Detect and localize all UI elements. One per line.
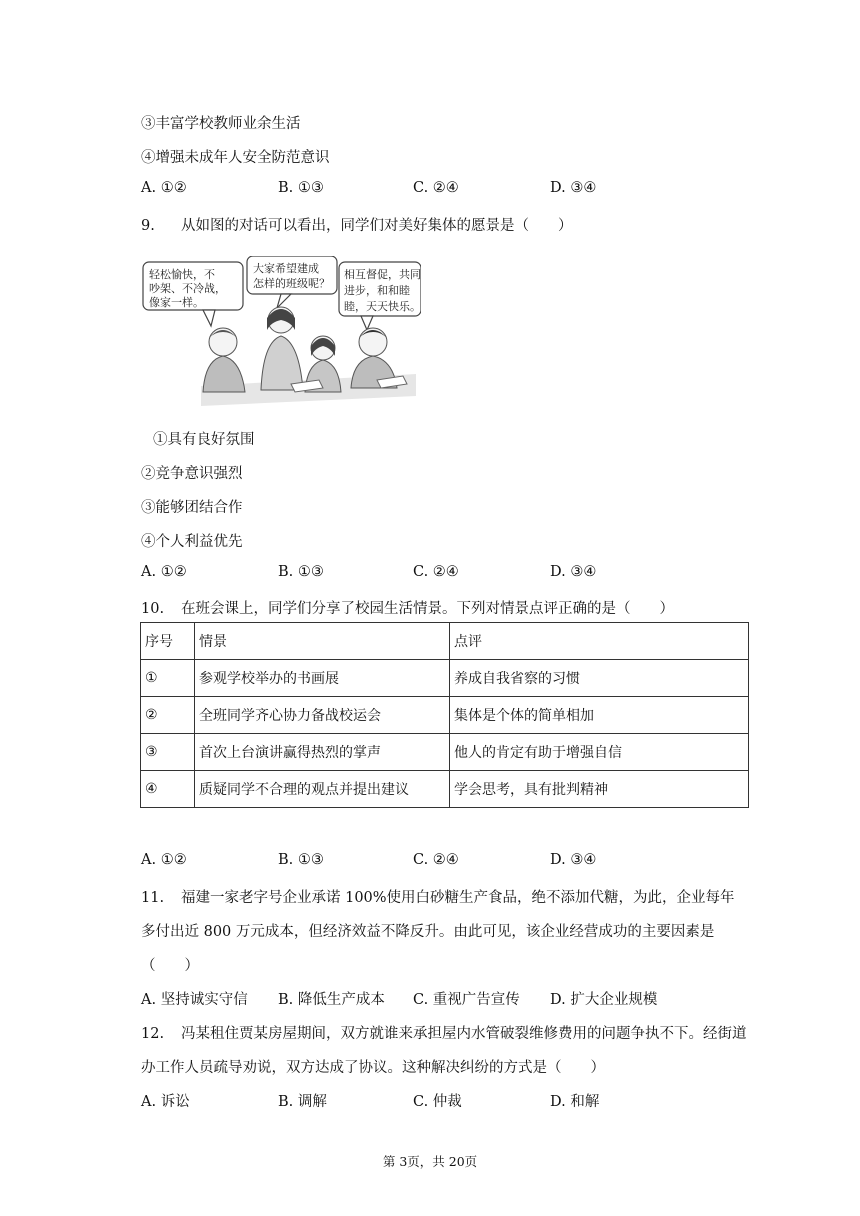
q12-line-2: 办工作人员疏导劝说，双方达成了协议。这种解决纠纷的方式是（ ） — [141, 1060, 605, 1076]
student-girl-standing — [261, 307, 303, 390]
q12-number: 12. — [141, 1026, 165, 1042]
q12-stem-line-1 — [141, 1022, 747, 1043]
speech-bubble-right — [339, 262, 421, 330]
q9-stem-text: 从如图的对话可以看出，同学们对美好集体的愿景是（ ） — [181, 218, 573, 234]
table-cell: ① — [141, 660, 195, 697]
bubble-right-line-3: 睦，天天快乐。 — [344, 300, 421, 313]
q11-choice-a: A. 坚持诚实守信 — [141, 992, 248, 1008]
q12-choice-b: B. 调解 — [278, 1094, 327, 1110]
table-header: 序号 — [141, 623, 195, 660]
bubble-left-line-1: 轻松愉快，不 — [149, 268, 215, 281]
q11-line-3: （ ） — [141, 958, 199, 974]
q9-item-1: ①具有良好氛围 — [153, 432, 255, 448]
q10-choice-a: A. ①② — [141, 852, 187, 868]
table-cell: 学会思考，具有批判精神 — [450, 771, 749, 808]
q9-item-4: ④个人利益优先 — [141, 534, 243, 550]
speech-bubble-left — [143, 262, 243, 326]
table-cell: 他人的肯定有助于增强自信 — [450, 734, 749, 771]
table-row — [141, 771, 749, 808]
class-dialogue-illustration — [141, 256, 421, 408]
table-row — [141, 660, 749, 697]
q9-choice-d: D. ③④ — [550, 564, 597, 580]
bubble-middle-line-2: 怎样的班级呢？ — [253, 277, 330, 290]
table-cell: 参观学校举办的书画展 — [195, 660, 450, 697]
q9-stem — [141, 214, 573, 235]
q12-line-1: 冯某租住贾某房屋期间，双方就谁来承担屋内水管破裂维修费用的问题争执不下。经街道 — [181, 1026, 747, 1042]
q11-choice-b: B. 降低生产成本 — [278, 992, 385, 1008]
table-cell: 集体是个体的简单相加 — [450, 697, 749, 734]
q11-line-2: 多付出近 800 万元成本，但经济效益不降反升。由此可见，该企业经营成功的主要因素是 — [141, 924, 715, 940]
q8-choice-b: B. ①③ — [278, 180, 324, 196]
q9-choice-c: C. ②④ — [413, 564, 459, 580]
q9-number: 9. — [141, 218, 155, 234]
table-cell: 首次上台演讲赢得热烈的掌声 — [195, 734, 450, 771]
q11-choice-d: D. 扩大企业规模 — [550, 992, 658, 1008]
table-cell: 全班同学齐心协力备战校运会 — [195, 697, 450, 734]
q9-item-2: ②竞争意识强烈 — [141, 466, 243, 482]
table-cell: ③ — [141, 734, 195, 771]
q8-option-4: ④增强未成年人安全防范意识 — [141, 150, 330, 166]
table-cell: 质疑同学不合理的观点并提出建议 — [195, 771, 450, 808]
student-boy-left — [203, 328, 245, 392]
bubble-left-line-2: 吵架、不冷战， — [149, 282, 226, 295]
table-header-row — [141, 623, 749, 660]
q10-choice-b: B. ①③ — [278, 852, 324, 868]
q11-choice-c: C. 重视广告宣传 — [413, 992, 520, 1008]
q10-choice-c: C. ②④ — [413, 852, 459, 868]
q12-choice-d: D. 和解 — [550, 1094, 600, 1110]
q9-item-3: ③能够团结合作 — [141, 500, 243, 516]
q11-stem-line-1 — [141, 886, 735, 907]
bubble-left-line-3: 像家一样。 — [149, 296, 204, 309]
bubble-right-line-2: 进步，和和睦 — [344, 284, 410, 297]
table-row — [141, 697, 749, 734]
q8-choice-a: A. ①② — [141, 180, 187, 196]
page-footer: 第 3页，共 20页 — [382, 1154, 478, 1169]
q12-choice-a: A. 诉讼 — [141, 1094, 190, 1110]
table-cell: ② — [141, 697, 195, 734]
q8-choice-d: D. ③④ — [550, 180, 597, 196]
bubble-middle-line-1: 大家希望建成 — [253, 262, 319, 275]
q9-choice-a: A. ①② — [141, 564, 187, 580]
bubble-right-line-1: 相互督促，共同 — [344, 268, 421, 281]
q11-number: 11. — [141, 890, 165, 906]
speech-bubble-middle — [247, 256, 337, 308]
table-header: 点评 — [450, 623, 749, 660]
table-header: 情景 — [195, 623, 450, 660]
table-cell: ④ — [141, 771, 195, 808]
q9-choice-b: B. ①③ — [278, 564, 324, 580]
table-cell: 养成自我省察的习惯 — [450, 660, 749, 697]
table-row — [141, 734, 749, 771]
q10-number: 10. — [141, 601, 165, 617]
q8-choice-c: C. ②④ — [413, 180, 459, 196]
q11-line-1: 福建一家老字号企业承诺 100%使用白砂糖生产食品，绝不添加代糖，为此，企业每年 — [181, 890, 735, 906]
q12-choice-c: C. 仲裁 — [413, 1094, 462, 1110]
q8-option-3: ③丰富学校教师业余生活 — [141, 116, 301, 132]
q10-choice-d: D. ③④ — [550, 852, 597, 868]
q10-stem — [141, 597, 674, 618]
q10-table — [140, 622, 749, 808]
q10-stem-text: 在班会课上，同学们分享了校园生活情景。下列对情景点评正确的是（ ） — [181, 601, 674, 617]
